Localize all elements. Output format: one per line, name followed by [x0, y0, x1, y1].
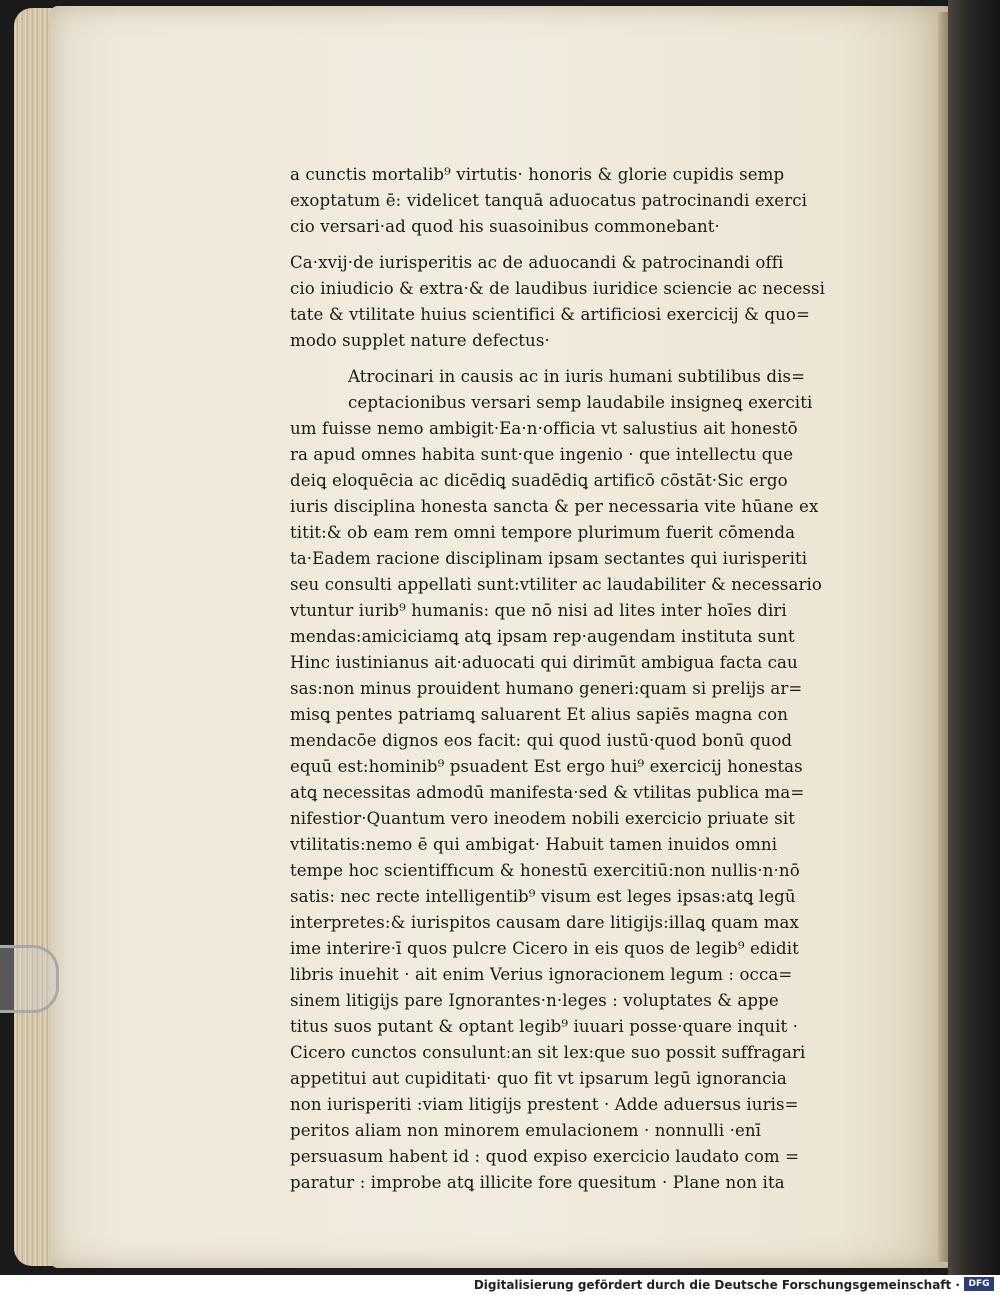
text-line: sinem litigijs pare Ignorantes·n·leges : voluptates & appe: [290, 991, 779, 1010]
dfg-logo: DFG: [964, 1277, 994, 1291]
chapter-heading-line: cio iniudicio & extra·& de laudibus iuridice sciencie ac necessi: [290, 279, 826, 298]
chapter-heading-line: modo supplet nature defectus·: [290, 331, 550, 350]
text-line: seu consulti appellati sunt:vtiliter ac laudabiliter & necessario: [290, 575, 822, 594]
text-line: ta·Eadem racione disciplinam ipsam sectantes qui iurisperiti: [290, 549, 808, 568]
text-line: ceptacionibus versari semp laudabile insigneꝗ exerciti: [348, 393, 813, 412]
text-line: non iurisperiti :viam litigijs prestent · Adde aduersus iuris=: [290, 1095, 799, 1114]
text-line: ime interire·ī quos pulcre Cicero in eis quos de legib⁹ edidit: [290, 939, 799, 958]
text-line: interpretes:& iurispitos causam dare litigijs:illaꝗ quam max: [290, 913, 799, 932]
text-line: sas:non minus prouident humano generi:quam si prelijs ar=: [290, 679, 803, 698]
text-line: mendacōe dignos eos facit: qui quod iustū·quod bonū quod: [290, 731, 793, 750]
text-line: iuris disciplina honesta sancta & per necessaria vite hūane ex: [290, 497, 819, 516]
text-line: satis: nec recte intelligentib⁹ visum est leges ipsas:atꝗ legū: [290, 887, 796, 906]
text-line: libris inuehit · ait enim Verius ignoracionem legum : occa=: [290, 965, 793, 984]
text-line: vtuntur iurib⁹ humanis: que nō nisi ad lites inter hoīes diri: [290, 601, 787, 620]
text-line: um fuisse nemo ambigit·Ea·n·officia vt salustius ait honestō: [290, 419, 798, 438]
funding-credit: Digitalisierung gefördert durch die Deutsche Forschungsgemeinschaft ·: [473, 1278, 960, 1292]
text-line: tempe hoc scientiffıcum & honestū exercitiū:non nullis·n·nō: [290, 861, 800, 880]
text-line: misꝗ pentes patriamꝗ saluarent Et alius sapiēs magna con: [290, 705, 788, 724]
text-line: Atrocinari in causis ac in iuris humani subtilibus dis=: [348, 367, 806, 386]
printed-text: [290, 162, 830, 1196]
text-line: atꝗ necessitas admodū manifesta·sed & vtilitas publica ma=: [290, 783, 805, 802]
text-line: appetitui aut cupiditati· quo fit vt ipsarum legū ignorancia: [290, 1069, 787, 1088]
text-line: vtilitatis:nemo ē qui ambigat· Habuit tamen inuidos omni: [290, 835, 778, 854]
text-line: deiꝗ eloquēcia ac dicēdiꝗ suadēdiꝗ artificō cōstāt·Sic ergo: [290, 471, 788, 490]
page-clip: [0, 945, 59, 1013]
book-cover-edge: [948, 0, 1000, 1275]
chapter-heading-line: Ca·xvij·de iurisperitis ac de aduocandi & patrocinandi offi: [290, 253, 784, 272]
text-line: a cunctis mortalib⁹ virtutis· honoris & glorie cupidis semp: [290, 165, 785, 184]
text-line: Cicero cunctos consuluntːan sit lex:que suo possit suffragari: [290, 1043, 806, 1062]
text-line: exoptatum ē: videlicet tanquā aduocatus patrocinandi exerci: [290, 191, 808, 210]
chapter-heading-line: tate & vtilitate huius scientifici & artificiosi exercicij & quo=: [290, 305, 811, 324]
text-line: cio versari·ad quod his suasoinibus commonebant·: [290, 217, 720, 236]
text-line: equū est:hominib⁹ psuadent Est ergo hui⁹ exercicij honestas: [290, 757, 803, 776]
text-line: titus suos putant & optant legib⁹ iuuari posse·quare inquit ·: [290, 1017, 799, 1036]
text-line: nifestior·Quantum vero ineodem nobili exercicio priuate sit: [290, 809, 796, 828]
text-line: ra apud omnes habita sunt·que ingenio · que intellectu que: [290, 445, 794, 464]
text-line: mendas:amiciciamꝗ atꝗ ipsam rep·augendam instituta sunt: [290, 627, 795, 646]
text-line: paratur : improbe atꝗ illicite fore quesitum · Plane non ita: [290, 1173, 785, 1192]
text-line: peritos aliam non minorem emulacionem · nonnulli ·enī: [290, 1121, 762, 1140]
text-line: Hinc iustinianus ait·aduocati qui dirimūt ambigua facta cau: [290, 653, 798, 672]
text-line: titit:& ob eam rem omni tempore plurimum fuerit cōmenda: [290, 523, 796, 542]
text-line: persuasum habent id : quod expiso exercicio laudato com =: [290, 1147, 800, 1166]
